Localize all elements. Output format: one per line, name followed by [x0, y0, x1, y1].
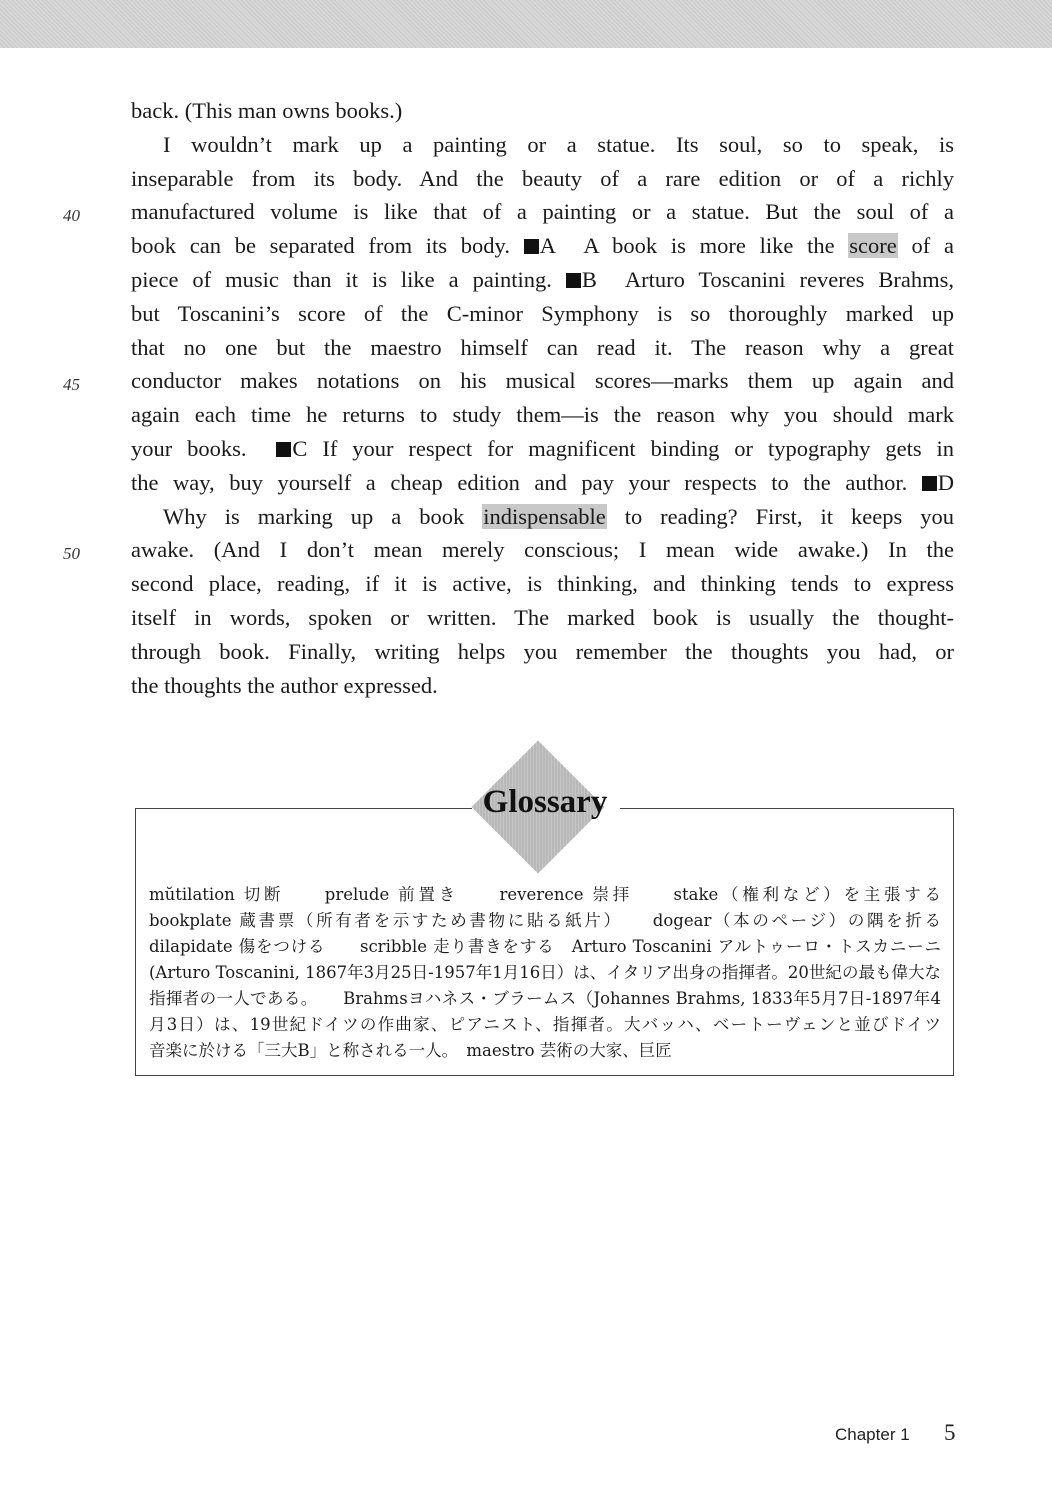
passage-line: that no one but the maestro himself can read it. The reason why a great: [131, 334, 954, 360]
line-number: 50: [63, 544, 80, 564]
vocab-highlight-score[interactable]: score: [849, 233, 897, 259]
page-number: 5: [944, 1420, 956, 1445]
passage-line: Why is marking up a book indispensable to reading? First, it keeps you: [163, 503, 955, 529]
passage-line: book can be separated from its body. A A book is more like the score of a: [131, 233, 954, 259]
passage-line: through book. Finally, writing helps you remember the thoughts you had, or: [131, 638, 954, 664]
passage-line: piece of music than it is like a painting. B Arturo Toscanini reveres Brahms,: [131, 266, 955, 292]
header-band: [0, 0, 1052, 48]
line-number: 40: [63, 206, 80, 226]
glossary-line: 月3日）は、19世紀ドイツの作曲家、ピアニスト、指揮者。大バッハ、ベートーヴェンと並びドイツ: [149, 1015, 941, 1034]
insertion-marker-a[interactable]: [524, 239, 539, 254]
glossary-line: bookplate 蔵書票（所有者を示すため書物に貼る紙片） dogear（本のページ）の隅を折る: [149, 911, 941, 930]
glossary-line: mŭtilation 切断 prelude 前置き reverence 崇拝 stake（権利など）を主張する: [149, 885, 941, 904]
passage-line: 40 manufactured volume is like that of a painting or a statue. But the soul of a: [131, 195, 954, 229]
insertion-label: A: [539, 233, 556, 259]
glossary-body: [149, 882, 941, 1064]
passage-line: 45 conductor makes notations on his musical scores—marks them up again and: [131, 364, 954, 398]
insertion-marker-b[interactable]: [566, 273, 581, 288]
passage-line: second place, reading, if it is active, is thinking, and thinking tends to express: [131, 571, 954, 597]
line-number: 45: [63, 375, 80, 395]
passage-line: inseparable from its body. And the beauty of a rare edition or of a richly: [131, 165, 954, 191]
glossary-line: (Arturo Toscanini, 1867年3月25日-1957年1月16日）は、イタリア出身の指揮者。20世紀の最も偉大な: [149, 963, 941, 982]
insertion-label: C: [292, 435, 308, 461]
glossary-line: 指揮者の一人である。 Brahmsヨハネス・ブラームス（Johannes Brahms, 1833年5月7日-1897年4: [149, 989, 941, 1008]
passage-line: again each time he returns to study them—is the reason why you should mark: [131, 402, 954, 428]
reading-passage: [63, 94, 955, 702]
passage-line: your books. C If your respect for magnificent binding or typography gets in: [131, 435, 955, 461]
insertion-marker-d[interactable]: [922, 476, 937, 491]
glossary-line: 音楽に於ける「三大B」と称される一人。 maestro 芸術の大家、巨匠: [149, 1041, 672, 1060]
passage-line: itself in words, spoken or written. The marked book is usually the thought-: [131, 604, 954, 630]
chapter-label: Chapter 1: [835, 1425, 910, 1444]
vocab-highlight-indispensable[interactable]: indispensable: [483, 503, 606, 529]
passage-line: 50 awake. (And I don’t mean merely conscious; I mean wide awake.) In the: [131, 533, 954, 567]
passage-line: the thoughts the author expressed.: [131, 672, 438, 698]
passage-line: but Toscanini’s score of the C-minor Symphony is so thoroughly marked up: [131, 300, 954, 326]
passage-line: back. (This man owns books.): [131, 98, 403, 123]
insertion-label: D: [937, 469, 954, 495]
passage-line: I wouldn’t mark up a painting or a statue. Its soul, so to speak, is: [163, 131, 954, 157]
insertion-label: B: [581, 266, 597, 292]
insertion-marker-c[interactable]: [276, 442, 291, 457]
passage-line: the way, buy yourself a cheap edition and pay your respects to the author. D: [131, 469, 954, 495]
glossary-title: Glossary: [482, 784, 608, 820]
glossary-line: dilapidate 傷をつける scribble 走り書きをする Arturo Toscanini アルトゥーロ・トスカニーニ: [149, 937, 941, 956]
